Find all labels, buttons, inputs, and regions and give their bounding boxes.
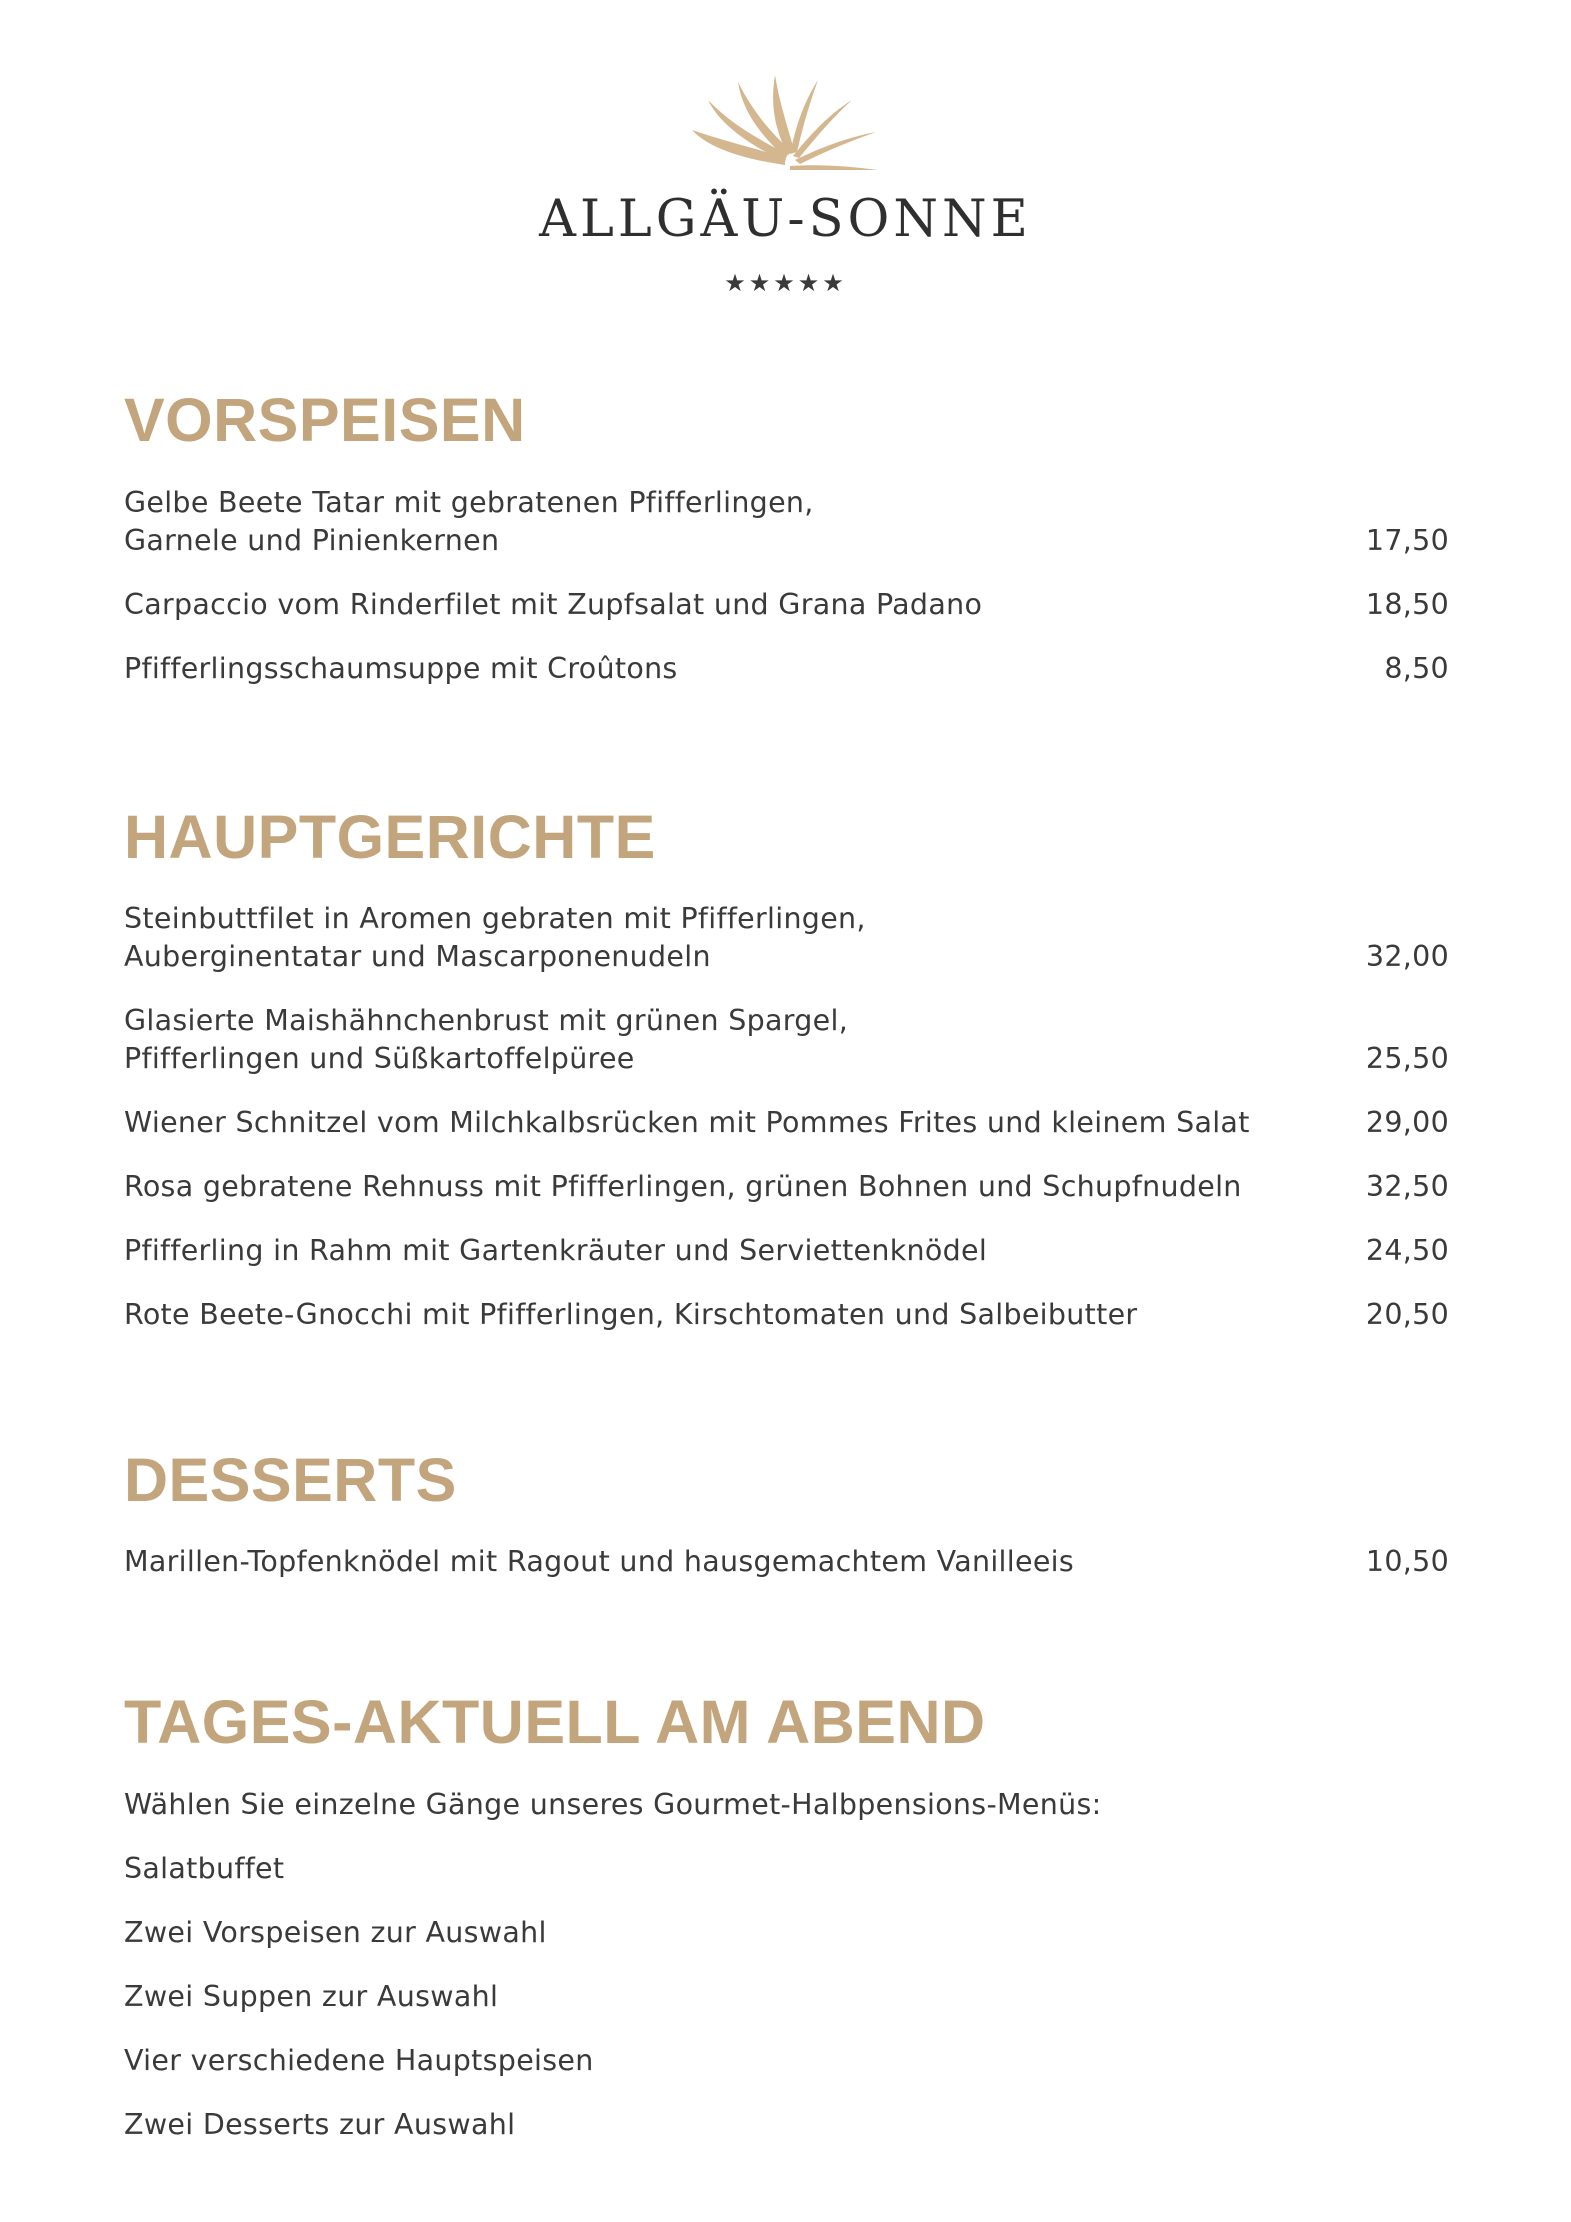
menu-item [124,1168,1449,1206]
menu-item-price: 29,00 [1365,1106,1449,1139]
tages-line: Salatbuffet [124,1852,285,1885]
section-title-tages-aktuell: TAGES-AKTUELL AM ABEND [124,1688,986,1756]
menu-item [124,586,1449,624]
menu-item-line: Carpaccio vom Rinderfilet mit Zupfsalat und Grana Padano [124,588,983,621]
menu-item-price: 32,50 [1365,1170,1449,1203]
menu-item-line: Gelbe Beete Tatar mit gebratenen Pfifferlingen, [124,486,814,519]
menu-item-description [124,650,1274,688]
tages-line: Zwei Suppen zur Auswahl [124,1980,499,2013]
menu-item [124,1543,1449,1581]
menu-item-line: Glasierte Maishähnchenbrust mit grünen Spargel, [124,1004,849,1037]
menu-item-line: Pfifferling in Rahm mit Gartenkräuter und Serviettenknödel [124,1234,988,1267]
menu-item-description [124,1296,1274,1334]
menu-item [124,484,1449,560]
menu-item-price: 17,50 [1365,524,1449,557]
menu-item-description [124,586,1274,624]
tages-line: Vier verschiedene Hauptspeisen [124,2044,594,2077]
menu-item-price: 8,50 [1384,652,1449,685]
menu-item-line: Pfifferlingen und Süßkartoffelpüree [124,1042,635,1075]
section-title-vorspeisen: VORSPEISEN [124,386,526,454]
menu-item-description [124,1002,1274,1078]
menu-item-price: 24,50 [1365,1234,1449,1267]
menu-header [0,0,1571,310]
brand-name: ALLGÄU-SONNE [539,190,1032,249]
menu-item [124,1002,1449,1078]
menu-item-line: Wiener Schnitzel vom Milchkalbsrücken mit Pommes Frites und kleinem Salat [124,1106,1250,1139]
menu-item-description [124,1168,1274,1206]
tages-line: Zwei Desserts zur Auswahl [124,2108,516,2141]
star-rating: ★★★★★ [724,269,847,297]
menu-item-price: 10,50 [1365,1545,1449,1578]
menu-item-description [124,900,1274,976]
menu-item-price: 25,50 [1365,1042,1449,1075]
menu-item-price: 20,50 [1365,1298,1449,1331]
menu-item-description [124,1543,1274,1581]
menu-item-line: Rote Beete-Gnocchi mit Pfifferlingen, Kirschtomaten und Salbeibutter [124,1298,1138,1331]
menu-item-description [124,1104,1274,1142]
menu-item-description [124,1232,1274,1270]
menu-item-line: Pfifferlingsschaumsuppe mit Croûtons [124,652,678,685]
tages-intro: Wählen Sie einzelne Gänge unseres Gourmet-Halbpensions-Menüs: [124,1788,1102,1821]
section-title-desserts: DESSERTS [124,1446,457,1514]
menu-item-price: 32,00 [1365,940,1449,973]
menu-item [124,900,1449,976]
menu-item [124,1104,1449,1142]
menu-item-description [124,484,1274,560]
menu-item [124,1232,1449,1270]
menu-item-line: Garnele und Pinienkernen [124,524,500,557]
sun-rays-icon [690,70,880,180]
tages-line: Zwei Vorspeisen zur Auswahl [124,1916,547,1949]
menu-item-line: Auberginentatar und Mascarponenudeln [124,940,711,973]
menu-item-line: Steinbuttfilet in Aromen gebraten mit Pfifferlingen, [124,902,866,935]
menu-item [124,1296,1449,1334]
section-title-hauptgerichte: HAUPTGERICHTE [124,803,656,871]
menu-item-line: Rosa gebratene Rehnuss mit Pfifferlingen, grünen Bohnen und Schupfnudeln [124,1170,1242,1203]
menu-item [124,650,1449,688]
menu-item-price: 18,50 [1365,588,1449,621]
menu-item-line: Marillen-Topfenknödel mit Ragout und hausgemachtem Vanilleeis [124,1545,1075,1578]
